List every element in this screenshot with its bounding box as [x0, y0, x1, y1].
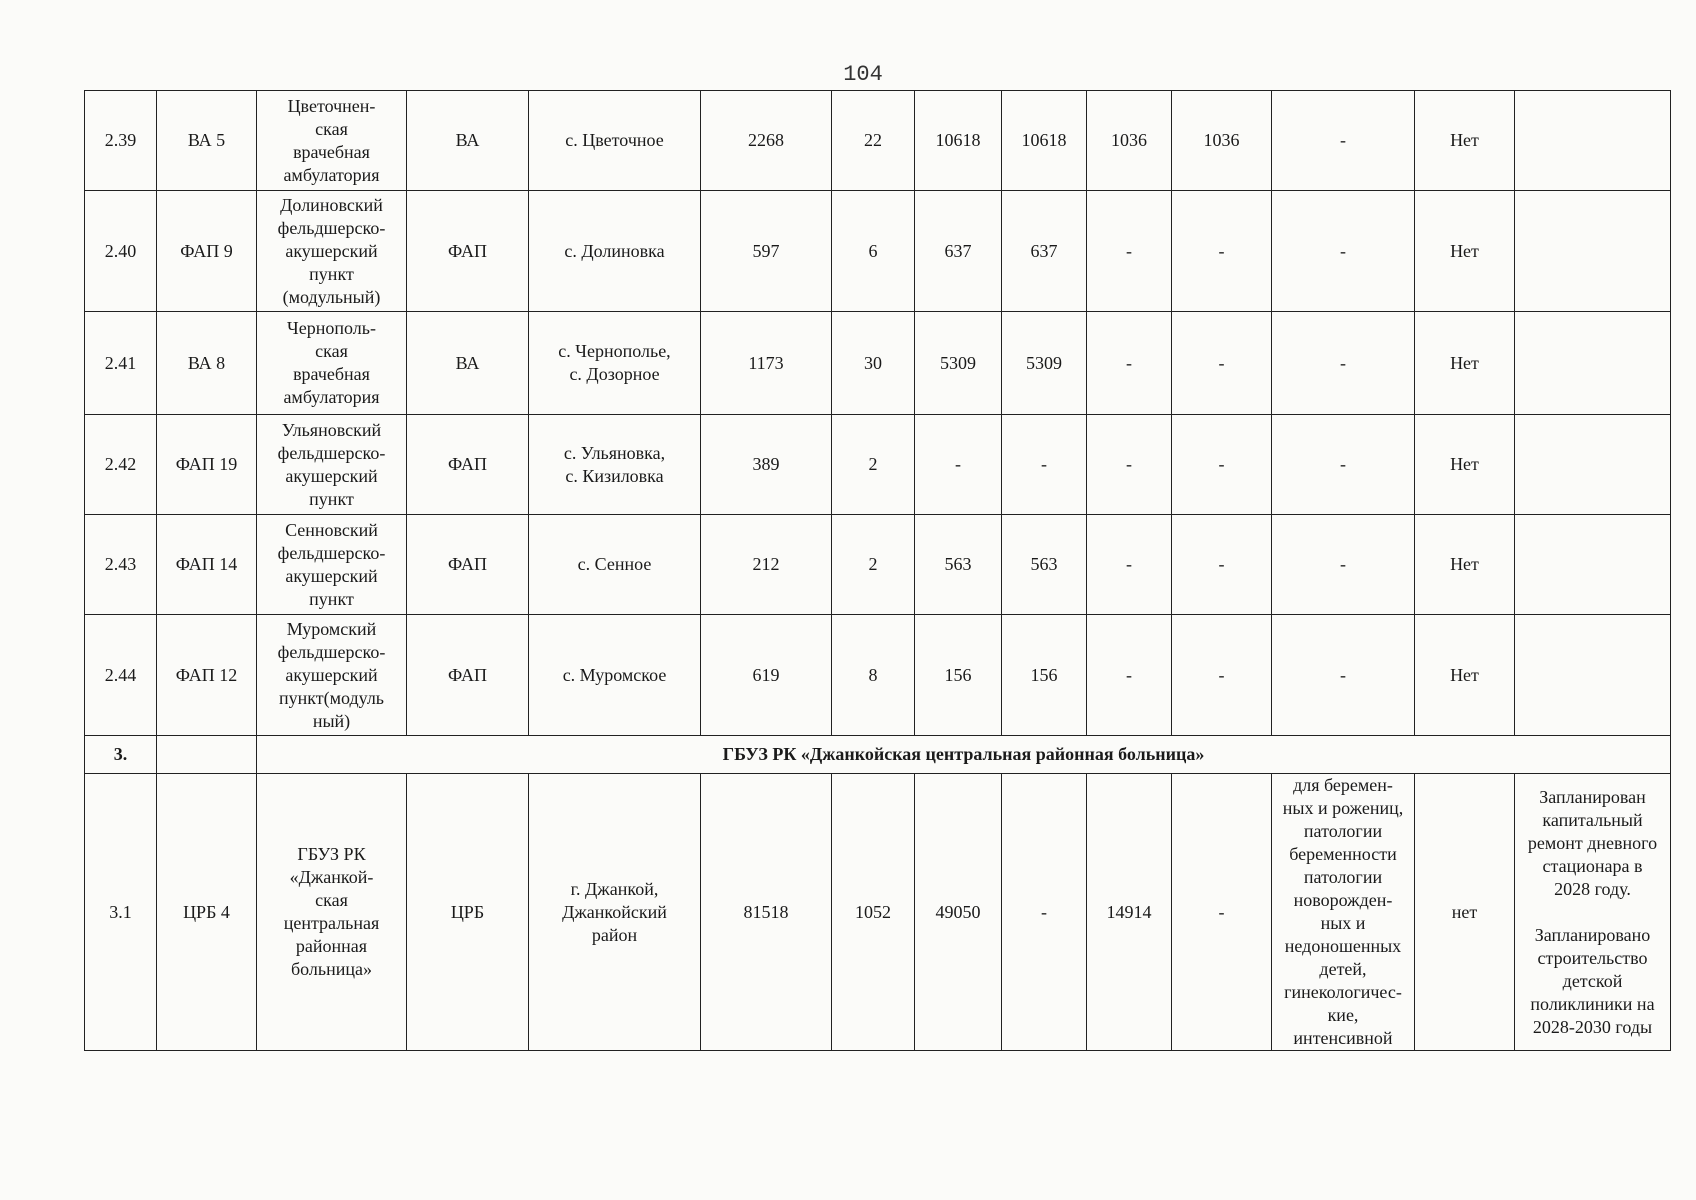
- value-cell-6: -: [1172, 312, 1272, 415]
- location-cell: г. Джанкой, Джанкойский район: [529, 774, 701, 1051]
- facility-code-cell: ФАП 9: [157, 191, 257, 312]
- facility-code-cell: ФАП 19: [157, 415, 257, 515]
- value-cell-5: -: [1087, 415, 1172, 515]
- value-cell-1: 619: [701, 615, 832, 736]
- facility-name-cell: Долиновский фельдшерско- акушерский пункт (модульный): [257, 191, 407, 312]
- value-cell-2: 22: [832, 91, 915, 191]
- location-cell: с. Ульяновка, с. Кизиловка: [529, 415, 701, 515]
- row-number-cell: 2.39: [85, 91, 157, 191]
- value-cell-4: 637: [1002, 191, 1087, 312]
- value-cell-3: 563: [915, 515, 1002, 615]
- value-cell-4: 156: [1002, 615, 1087, 736]
- status-cell: Нет: [1415, 91, 1515, 191]
- value-cell-5: -: [1087, 312, 1172, 415]
- location-cell: с. Сенное: [529, 515, 701, 615]
- notes-cell: Запланирован капитальный ремонт дневного стационара в 2028 году. Запланировано строительство детской поликлиники на 2028-2030 годы: [1515, 774, 1671, 1051]
- facility-type-cell: ФАП: [407, 415, 529, 515]
- value-cell-1: 1173: [701, 312, 832, 415]
- table-row: [85, 91, 1671, 191]
- notes-cell: [1515, 312, 1671, 415]
- value-cell-5: -: [1087, 191, 1172, 312]
- value-cell-3: 49050: [915, 774, 1002, 1051]
- profile-cell: -: [1272, 312, 1415, 415]
- table-row: [85, 191, 1671, 312]
- table-row: [85, 774, 1671, 1051]
- value-cell-6: -: [1172, 515, 1272, 615]
- location-cell: с. Цветочное: [529, 91, 701, 191]
- notes-cell: [1515, 615, 1671, 736]
- value-cell-6: -: [1172, 191, 1272, 312]
- notes-cell: [1515, 91, 1671, 191]
- value-cell-4: 5309: [1002, 312, 1087, 415]
- notes-cell: [1515, 515, 1671, 615]
- row-number-cell: 2.42: [85, 415, 157, 515]
- table-body: [85, 91, 1671, 1051]
- facility-name-cell: Цветочнен- ская врачебная амбулатория: [257, 91, 407, 191]
- row-number-cell: 2.41: [85, 312, 157, 415]
- value-cell-1: 212: [701, 515, 832, 615]
- profile-cell: -: [1272, 615, 1415, 736]
- section-title-cell: ГБУЗ РК «Джанкойская центральная районная больница»: [257, 736, 1671, 774]
- notes-cell: [1515, 415, 1671, 515]
- value-cell-1: 597: [701, 191, 832, 312]
- section-header-row: [85, 736, 1671, 774]
- value-cell-3: 10618: [915, 91, 1002, 191]
- facility-type-cell: ВА: [407, 91, 529, 191]
- section-number-cell: 3.: [85, 736, 157, 774]
- value-cell-1: 2268: [701, 91, 832, 191]
- status-cell: Нет: [1415, 312, 1515, 415]
- facility-code-cell: ВА 8: [157, 312, 257, 415]
- value-cell-1: 389: [701, 415, 832, 515]
- table-row: [85, 615, 1671, 736]
- row-number-cell: 2.40: [85, 191, 157, 312]
- value-cell-2: 8: [832, 615, 915, 736]
- value-cell-4: -: [1002, 415, 1087, 515]
- value-cell-3: 637: [915, 191, 1002, 312]
- status-cell: Нет: [1415, 415, 1515, 515]
- notes-cell: [1515, 191, 1671, 312]
- value-cell-2: 1052: [832, 774, 915, 1051]
- facility-name-cell: Муромский фельдшерско- акушерский пункт(модуль ный): [257, 615, 407, 736]
- value-cell-6: 1036: [1172, 91, 1272, 191]
- facility-code-cell: ФАП 12: [157, 615, 257, 736]
- value-cell-6: -: [1172, 774, 1272, 1051]
- facility-type-cell: ФАП: [407, 191, 529, 312]
- status-cell: нет: [1415, 774, 1515, 1051]
- value-cell-1: 81518: [701, 774, 832, 1051]
- value-cell-4: 10618: [1002, 91, 1087, 191]
- value-cell-2: 30: [832, 312, 915, 415]
- page-number: 104: [843, 62, 883, 87]
- row-number-cell: 3.1: [85, 774, 157, 1051]
- facility-code-cell: ВА 5: [157, 91, 257, 191]
- profile-cell: -: [1272, 415, 1415, 515]
- facility-type-cell: ФАП: [407, 515, 529, 615]
- location-cell: с. Муромское: [529, 615, 701, 736]
- table-row: [85, 515, 1671, 615]
- value-cell-2: 6: [832, 191, 915, 312]
- row-number-cell: 2.44: [85, 615, 157, 736]
- location-cell: с. Долиновка: [529, 191, 701, 312]
- value-cell-5: -: [1087, 615, 1172, 736]
- facilities-table: [84, 90, 1671, 1051]
- value-cell-6: -: [1172, 415, 1272, 515]
- profile-cell: для беремен- ных и рожениц, патологии беременности патологии новорожден- ных и недоношенных детей, гинекологичес- кие, интенсивной: [1272, 774, 1415, 1051]
- value-cell-3: 5309: [915, 312, 1002, 415]
- profile-cell: -: [1272, 91, 1415, 191]
- table-row: [85, 415, 1671, 515]
- table-row: [85, 312, 1671, 415]
- value-cell-4: 563: [1002, 515, 1087, 615]
- value-cell-6: -: [1172, 615, 1272, 736]
- profile-cell: -: [1272, 191, 1415, 312]
- status-cell: Нет: [1415, 615, 1515, 736]
- facility-name-cell: Сенновский фельдшерско- акушерский пункт: [257, 515, 407, 615]
- status-cell: Нет: [1415, 515, 1515, 615]
- location-cell: с. Чернополье, с. Дозорное: [529, 312, 701, 415]
- facility-code-cell: ЦРБ 4: [157, 774, 257, 1051]
- profile-cell: -: [1272, 515, 1415, 615]
- row-number-cell: 2.43: [85, 515, 157, 615]
- value-cell-4: -: [1002, 774, 1087, 1051]
- value-cell-2: 2: [832, 515, 915, 615]
- facility-type-cell: ЦРБ: [407, 774, 529, 1051]
- facility-code-cell: ФАП 14: [157, 515, 257, 615]
- facility-name-cell: ГБУЗ РК «Джанкой- ская центральная районная больница»: [257, 774, 407, 1051]
- status-cell: Нет: [1415, 191, 1515, 312]
- facility-type-cell: ВА: [407, 312, 529, 415]
- value-cell-3: -: [915, 415, 1002, 515]
- facility-type-cell: ФАП: [407, 615, 529, 736]
- value-cell-5: 1036: [1087, 91, 1172, 191]
- value-cell-5: -: [1087, 515, 1172, 615]
- facility-name-cell: Чернополь- ская врачебная амбулатория: [257, 312, 407, 415]
- section-empty-cell: [157, 736, 257, 774]
- value-cell-5: 14914: [1087, 774, 1172, 1051]
- value-cell-2: 2: [832, 415, 915, 515]
- facility-name-cell: Ульяновский фельдшерско- акушерский пункт: [257, 415, 407, 515]
- value-cell-3: 156: [915, 615, 1002, 736]
